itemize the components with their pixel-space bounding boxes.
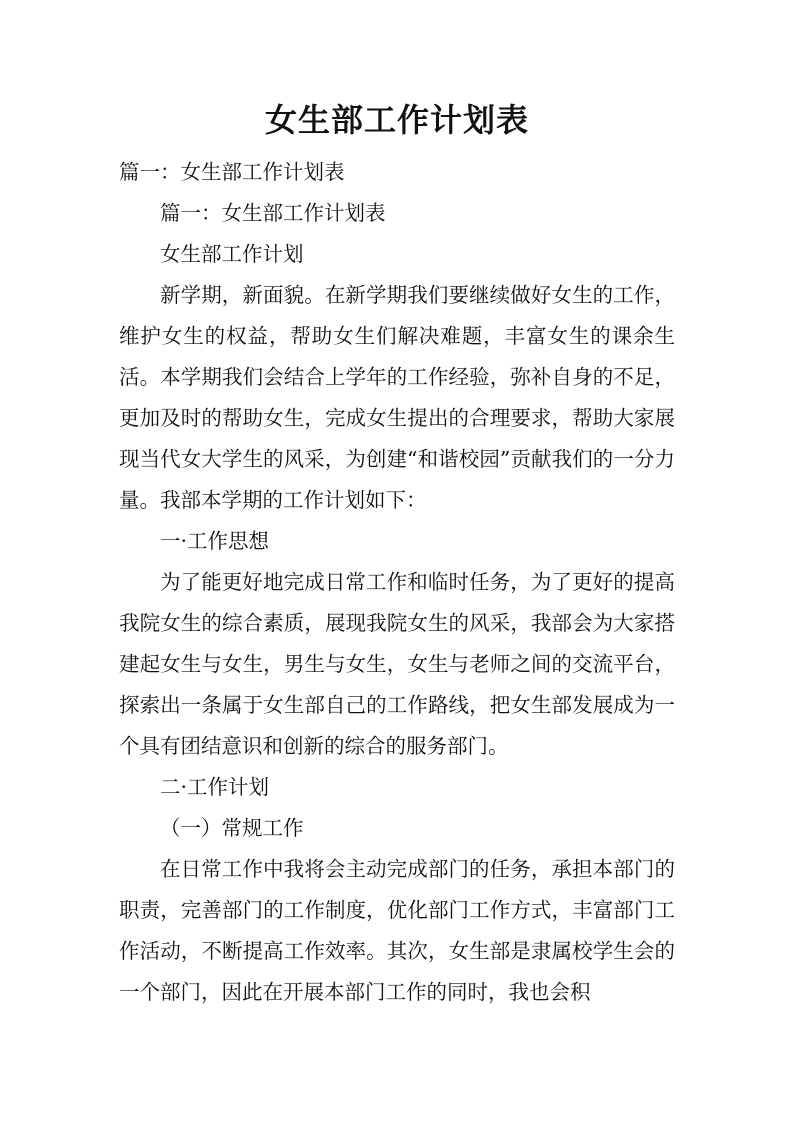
subsection-heading: 篇一：女生部工作计划表 xyxy=(160,201,386,225)
subsection-routine-heading: （一）常规工作 xyxy=(160,816,304,840)
document-title: 女生部工作计划表 xyxy=(264,101,529,139)
document-body xyxy=(119,152,675,1013)
routine-paragraph: 在日常工作中我将会主动完成部门的任务，承担本部门的职责，完善部门的工作制度，优化部门工作方式，丰富部门工作活动，不断提高工作效率。其次，女生部是隶属校学生会的一个部门，因此在开展本部门工作的同时，我也会积 xyxy=(119,857,675,1004)
section-two-heading: 二·工作计划 xyxy=(160,775,270,799)
section-one-heading: 一·工作思想 xyxy=(160,529,270,553)
intro-paragraph: 新学期，新面貌。在新学期我们要继续做好女生的工作，维护女生的权益，帮助女生们解决难题，丰富女生的课余生活。本学期我们会结合上学年的工作经验，弥补自身的不足，更加及时的帮助女生，完成女生提出的合理要求，帮助大家展现当代女大学生的风采，为创建“和谐校园”贡献我们的一分力量。我部本学期的工作计划如下： xyxy=(119,283,675,512)
section-one-paragraph: 为了能更好地完成日常工作和临时任务，为了更好的提高我院女生的综合素质，展现我院女生的风采，我部会为大家搭建起女生与女生，男生与女生，女生与老师之间的交流平台，探索出一条属于女生部自己的工作路线，把女生部发展成为一个具有团结意识和创新的综合的服务部门。 xyxy=(119,570,675,758)
section-heading: 篇一：女生部工作计划表 xyxy=(119,160,345,184)
plan-heading: 女生部工作计划 xyxy=(160,242,304,266)
